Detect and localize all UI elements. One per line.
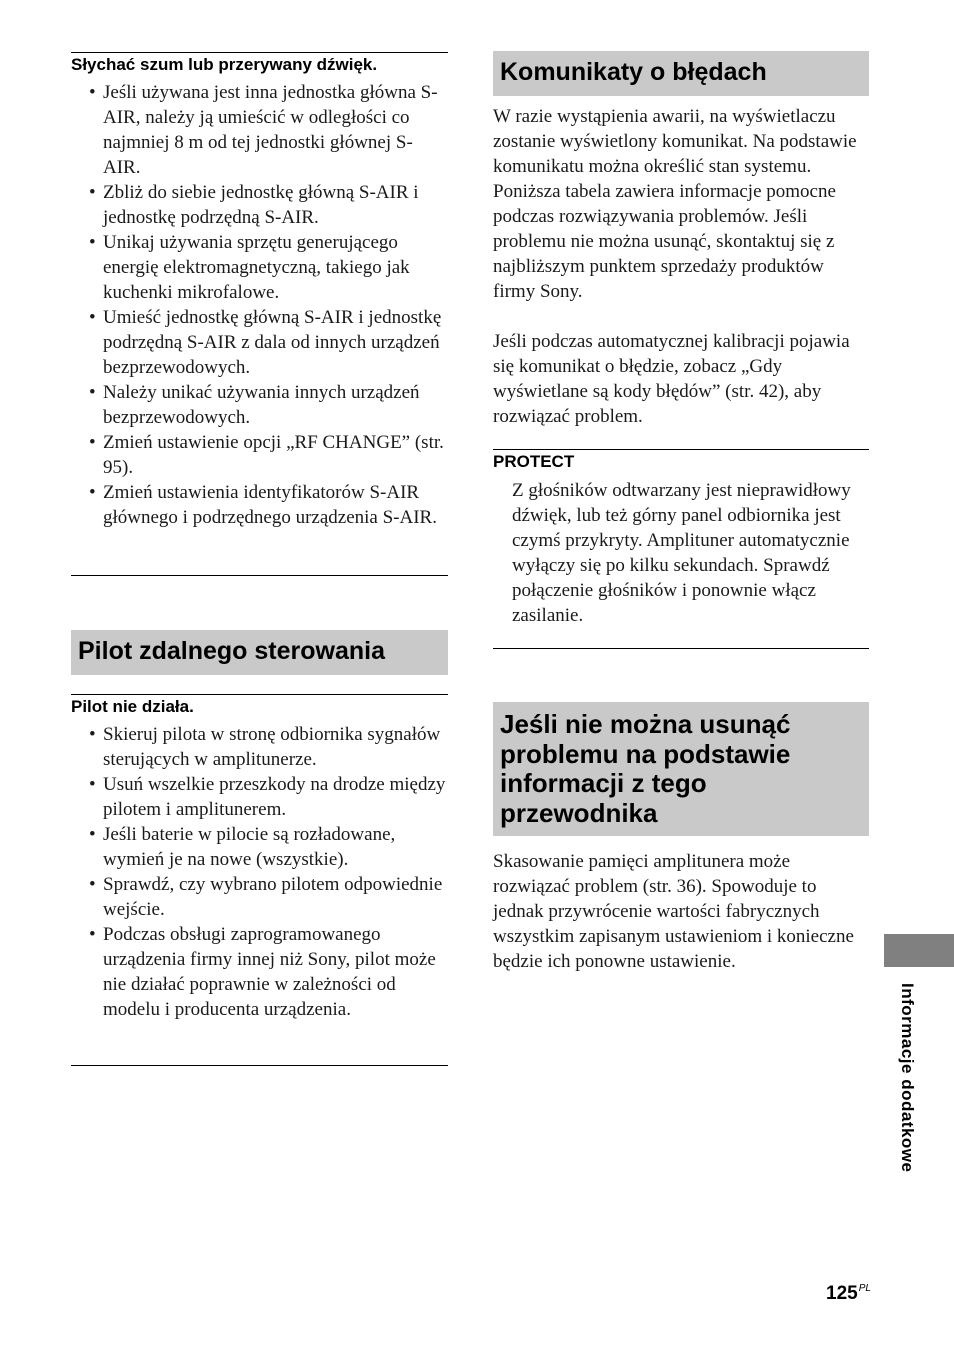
section-divider bbox=[493, 449, 869, 450]
list-item: • Zmień ustawienie opcji „RF CHANGE” (str. 95). bbox=[89, 430, 448, 480]
errors-section-title bbox=[493, 51, 869, 96]
s-air-noise-heading: Słychać szum lub przerywany dźwięk. bbox=[71, 55, 378, 74]
section-tab-marker bbox=[884, 934, 954, 967]
protect-description: Z głośników odtwarzany jest nieprawidłowy dźwięk, lub też górny panel odbiornika jest czymś przykryty. Amplituner automatycznie wyłączy się po kilku sekundach. Sprawdź połączenie głośników i ponownie włącz zasilanie. bbox=[512, 480, 851, 626]
list-item: • Należy unikać używania innych urządzeń bezprzewodowych. bbox=[89, 380, 448, 430]
list-item: • Usuń wszelkie przeszkody na drodze między pilotem i amplitunerem. bbox=[89, 772, 448, 822]
remote-section-title bbox=[71, 630, 448, 675]
remote-tips-list bbox=[89, 722, 448, 1022]
section-divider bbox=[71, 1065, 448, 1066]
section-tab-label: Informacje dodatkowe bbox=[898, 983, 917, 1173]
remote-section-title-text: Pilot zdalnego sterowania bbox=[78, 637, 385, 665]
errors-section-title-text: Komunikaty o błędach bbox=[500, 58, 767, 86]
list-item: • Zmień ustawienia identyfikatorów S-AIR głównego i podrzędnego urządzenia S-AIR. bbox=[89, 480, 448, 530]
page-language-suffix: PL bbox=[858, 1283, 871, 1294]
list-item: • Jeśli baterie w pilocie są rozładowane, wymień je na nowe (wszystkie). bbox=[89, 822, 448, 872]
unresolved-paragraph: Skasowanie pamięci amplitunera może rozwiązać problem (str. 36). Spowoduje to jednak przywrócenie wartości fabrycznych wszystkim zapisanym ustawieniom i konieczne będzie ich ponowne ustawienie. bbox=[493, 851, 854, 972]
list-item: • Skieruj pilota w stronę odbiornika sygnałów sterujących w amplitunerze. bbox=[89, 722, 448, 772]
unresolved-section-title-text: Jeśli nie można usunąć problemu na podstawie informacji z tego przewodnika bbox=[500, 709, 791, 828]
errors-calibration-paragraph: Jeśli podczas automatycznej kalibracji pojawia się komunikat o błędzie, zobacz „Gdy wyświetlane są kody błędów” (str. 42), aby rozwiązać problem. bbox=[493, 331, 850, 427]
list-item: • Sprawdź, czy wybrano pilotem odpowiednie wejście. bbox=[89, 872, 448, 922]
list-item: • Podczas obsługi zaprogramowanego urządzenia firmy innej niż Sony, pilot może nie działać poprawnie w zależności od modelu i producenta urządzenia. bbox=[89, 922, 448, 1022]
errors-intro-paragraph: W razie wystąpienia awarii, na wyświetlaczu zostanie wyświetlony komunikat. Na podstawie komunikatu można określić stan systemu. Poniższa tabela zawiera informacje pomocne podczas rozwiązywania problemów. Jeśli problemu nie można usunąć, skontaktuj się z najbliższym punktem sprzedaży produktów firmy Sony. bbox=[493, 106, 857, 302]
section-divider bbox=[493, 648, 869, 649]
page-number-value: 125 bbox=[826, 1283, 858, 1304]
list-item: • Unikaj używania sprzętu generującego energię elektromagnetyczną, takiego jak kuchenki mikrofalowe. bbox=[89, 230, 448, 305]
section-divider bbox=[71, 52, 448, 53]
list-item: • Zbliż do siebie jednostkę główną S-AIR i jednostkę podrzędną S-AIR. bbox=[89, 180, 448, 230]
section-divider bbox=[71, 694, 448, 695]
s-air-tips-list bbox=[89, 80, 448, 530]
section-divider bbox=[71, 575, 448, 576]
protect-label: PROTECT bbox=[493, 452, 575, 471]
unresolved-section-title bbox=[493, 702, 869, 836]
page-number bbox=[826, 1283, 871, 1305]
remote-not-working-heading: Pilot nie działa. bbox=[71, 697, 194, 716]
list-item: • Jeśli używana jest inna jednostka główna S-AIR, należy ją umieścić w odległości co najmniej 8 m od tej jednostki głównej S-AIR. bbox=[89, 80, 448, 180]
list-item: • Umieść jednostkę główną S-AIR i jednostkę podrzędną S-AIR z dala od innych urządzeń bezprzewodowych. bbox=[89, 305, 448, 380]
